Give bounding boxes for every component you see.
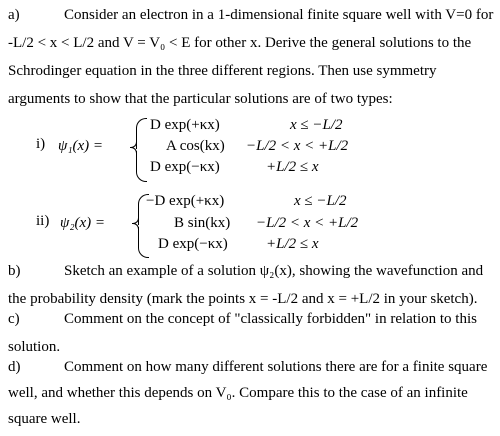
part-c-line-1 <box>8 311 477 328</box>
solution-ii-label: ii) <box>36 213 50 229</box>
part-c-label: c) <box>8 311 20 327</box>
solution-i-case-2-cond: −L/2 < x < +L/2 <box>246 138 349 154</box>
solution-ii-case-1-expr: −D exp(+κx) <box>146 193 225 209</box>
solution-i-lhs: ψ₁(x) = <box>58 138 104 154</box>
solution-ii-case-1-cond: x ≤ −L/2 <box>294 193 347 209</box>
part-b-text-1: Sketch an example of a solution ψ₂(x), showing the wavefunction and <box>64 263 484 279</box>
part-d-label: d) <box>8 359 21 375</box>
solution-i-case-2-expr: A cos(kx) <box>166 138 225 154</box>
solution-i-case-3-cond: +L/2 ≤ x <box>266 159 319 175</box>
part-d-line-3: square well. <box>8 411 81 427</box>
part-a-label: a) <box>8 7 20 23</box>
solution-ii-case-2-cond: −L/2 < x < +L/2 <box>256 215 359 231</box>
solution-ii-case-3-cond: +L/2 ≤ x <box>266 236 319 252</box>
solution-i-case-3-expr: D exp(−κx) <box>150 159 220 175</box>
part-b-line-2: the probability density (mark the points x = -L/2 and x = +L/2 in your sketch). <box>8 291 478 307</box>
part-d-line-2: well, and whether this depends on V₀. Compare this to the case of an infinite <box>8 385 468 401</box>
part-d-line-1 <box>8 359 487 376</box>
solution-ii-case-2-expr: B sin(kx) <box>174 215 231 231</box>
part-a-text-1: Consider an electron in a 1-dimensional finite square well with V=0 for <box>64 7 494 23</box>
solution-i-label: i) <box>36 136 46 152</box>
solution-i-case-1-cond: x ≤ −L/2 <box>290 117 343 133</box>
solution-ii-lhs: ψ₂(x) = <box>60 215 106 231</box>
part-c-line-2: solution. <box>8 339 61 355</box>
part-a-line-4: arguments to show that the particular solutions are of two types: <box>8 91 393 107</box>
part-d-text-1: Comment on how many different solutions there are for a finite square <box>64 359 488 375</box>
solution-i-case-1-expr: D exp(+κx) <box>150 117 220 133</box>
part-a-line-1 <box>8 7 493 24</box>
part-b-line-1 <box>8 263 483 280</box>
part-a-line-3: Schrodinger equation in the three different regions. Then use symmetry <box>8 63 437 79</box>
part-c-text-1: Comment on the concept of "classically forbidden" in relation to this <box>64 311 477 327</box>
part-b-label: b) <box>8 263 21 279</box>
part-a-line-2: -L/2 < x < L/2 and V = V₀ < E for other x. Derive the general solutions to the <box>8 35 472 51</box>
solution-ii-case-3-expr: D exp(−κx) <box>158 236 228 252</box>
